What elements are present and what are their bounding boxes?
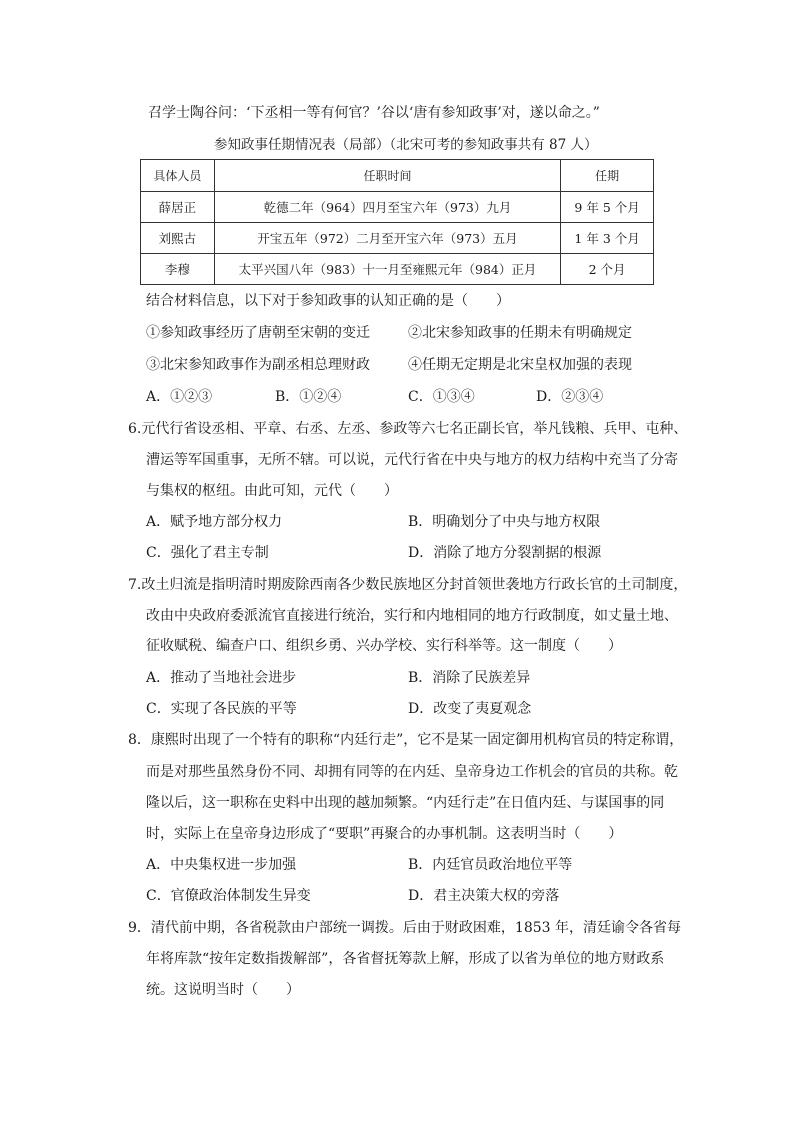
q7-option-a: A．推动了当地社会进步 — [146, 670, 297, 686]
q8-option-d: D．君主决策大权的旁落 — [408, 888, 560, 904]
q7-line-3: 征收赋税、编查户口、组织乡勇、兴办学校、实行科举等。这一制度（ ） — [146, 638, 622, 654]
q6-option-d: D．消除了地方分裂割据的根源 — [408, 545, 602, 561]
q7-option-d: D．改变了夷夏观念 — [408, 701, 532, 717]
q5-statement-2: ②北宋参知政事的任期未有明确规定 — [408, 325, 632, 341]
q6-option-c: C．强化了君主专制 — [146, 545, 269, 561]
column-header: 具体人员 — [141, 160, 215, 192]
table-row — [141, 192, 654, 223]
table-cell: 刘熙古 — [141, 223, 215, 254]
column-header: 任职时间 — [214, 160, 560, 192]
q8-line-4: 时，实际上在皇帝身边形成了“要职”再聚合的办事机制。这表明当时（ ） — [146, 826, 623, 842]
table-cell: 9 年 5 个月 — [561, 192, 654, 223]
table-header-row — [141, 160, 654, 192]
intro-quote: 召学士陶谷问：‘下丞相一等有何官？’谷以‘唐有参知政事’对，遂以命之。” — [148, 105, 600, 121]
table-cell: 1 年 3 个月 — [561, 223, 654, 254]
q7-line-2: 改由中央政府委派流官直接进行统治，实行和内地相同的地方行政制度，如丈量土地、 — [146, 608, 678, 624]
q6-line-2: 漕运等军国重事，无所不辖。可以说，元代行省在中央与地方的权力结构中充当了分寄 — [146, 452, 678, 468]
q9-line-1: 9．清代前中期，各省税款由户部统一调拨。后由于财政困难，1853 年，清廷谕令各省每 — [128, 920, 681, 936]
q5-statement-4: ④任期无定期是北宋皇权加强的表现 — [408, 357, 632, 373]
q5-statement-3: ③北宋参知政事作为副丞相总理财政 — [146, 357, 370, 373]
column-header: 任期 — [561, 160, 654, 192]
table-cell: 太平兴国八年（983）十一月至雍熙元年（984）正月 — [214, 254, 560, 285]
table-cell: 李穆 — [141, 254, 215, 285]
q8-option-c: C．官僚政治体制发生异变 — [146, 888, 311, 904]
table-row — [141, 254, 654, 285]
q5-option-d: D．②③④ — [536, 389, 604, 405]
q5-statement-1: ①参知政事经历了唐朝至宋朝的变迁 — [146, 325, 370, 341]
tenure-table — [140, 159, 654, 285]
q6-option-b: B．明确划分了中央与地方权限 — [408, 514, 601, 530]
table-cell: 2 个月 — [561, 254, 654, 285]
q8-line-1: 8．康熙时出现了一个特有的职称“内廷行走”，它不是某一固定御用机构官员的特定称谓， — [128, 732, 684, 748]
q9-line-2: 年将库款“按年定数指拨解部”，各省督抚筹款上解，形成了以省为单位的地方财政系 — [146, 951, 665, 967]
q5-stem: 结合材料信息，以下对于参知政事的认知正确的是（ ） — [146, 293, 510, 309]
q7-line-1: 7.改土归流是指明清时期废除西南各少数民族地区分封首领世袭地方行政长官的土司制度， — [128, 577, 688, 593]
table-cell: 开宝五年（972）二月至开宝六年（973）五月 — [214, 223, 560, 254]
q6-option-a: A．赋予地方部分权力 — [146, 514, 283, 530]
q5-option-a: A．①②③ — [146, 389, 213, 405]
q6-line-3: 与集权的枢纽。由此可知，元代（ ） — [146, 483, 398, 499]
q7-option-c: C．实现了各民族的平等 — [146, 701, 297, 717]
q7-option-b: B．消除了民族差异 — [408, 670, 531, 686]
table-cell: 乾德二年（964）四月至宝六年（973）九月 — [214, 192, 560, 223]
q8-option-b: B．内廷官员政治地位平等 — [408, 857, 573, 873]
q8-option-a: A．中央集权进一步加强 — [146, 857, 297, 873]
q6-line-1: 6.元代行省设丞相、平章、右丞、左丞、参政等六七名正副长官，举凡钱粮、兵甲、屯种、 — [128, 421, 688, 437]
q8-line-3: 隆以后，这一职称在史料中出现的越加频繁。“内廷行走”在日值内廷、与谋国事的同 — [146, 795, 665, 811]
table-row — [141, 223, 654, 254]
q5-option-b: B．①②④ — [275, 389, 342, 405]
q5-option-c: C．①③④ — [408, 389, 475, 405]
table-cell: 薛居正 — [141, 192, 215, 223]
table-caption: 参知政事任期情况表（局部）（北宋可考的参知政事共有 87 人） — [214, 137, 598, 153]
q8-line-2: 而是对那些虽然身份不同、却拥有同等的在内廷、皇帝身边工作机会的官员的共称。乾 — [146, 764, 678, 780]
q9-line-3: 统。这说明当时（ ） — [146, 982, 300, 998]
